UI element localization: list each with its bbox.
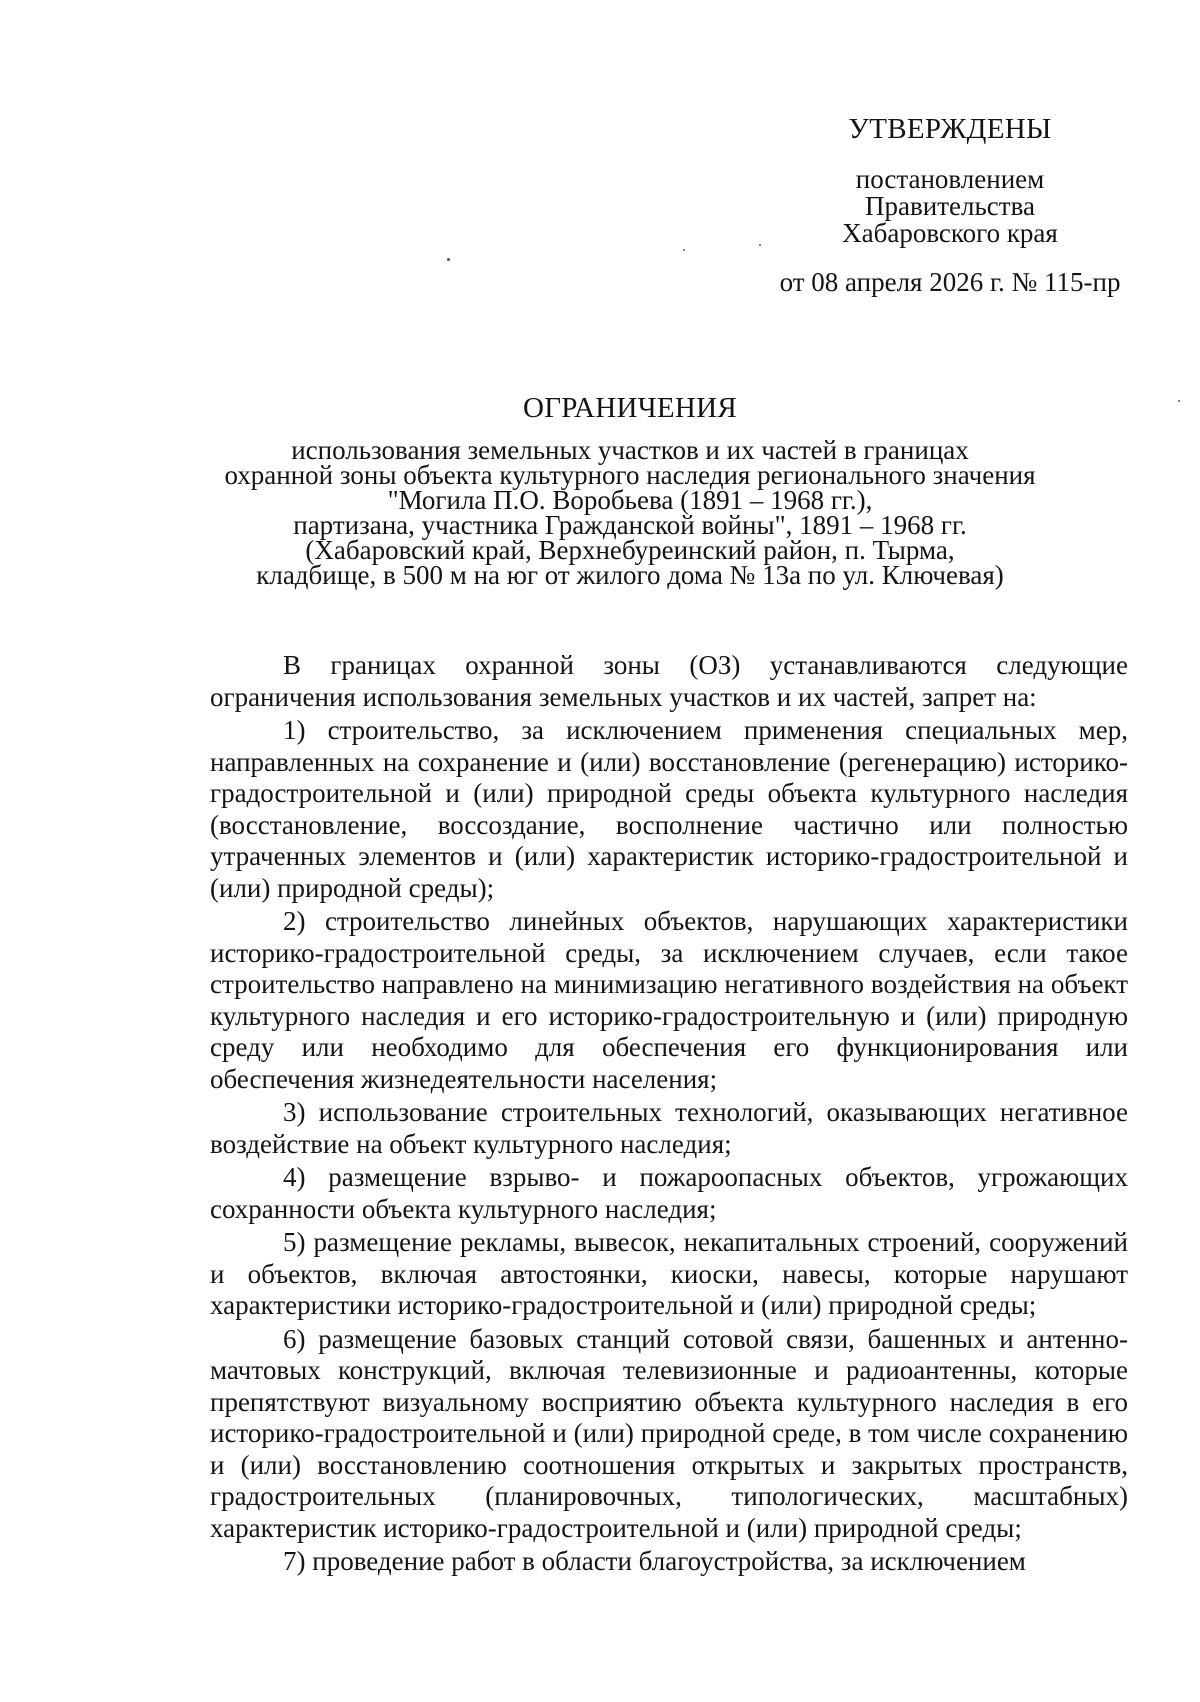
- restriction-item: 6) размещение базовых станций сотовой связи, башенных и антенно-мачтовых конструкций, включая телевизионные и радиоантенны, которые препятствуют визуальному восприятию объекта культурного наследия в его историко-градостроительной и (или) природной среде, в том числе сохранению и (или) восстановлению соотношения открытых и закрытых пространств, градостроительных (планировочных, типологических, масштабных) характеристик историко-градостроительной и (или) природной среды;: [210, 1323, 1128, 1543]
- document-body: [210, 650, 1128, 1578]
- scan-speck: [1178, 400, 1180, 402]
- scan-speck: [447, 258, 450, 261]
- title-line: использования земельных участков и их частей в границах: [291, 435, 969, 465]
- title-line: "Могила П.О. Воробьева (1891 – 1968 гг.),: [387, 485, 873, 515]
- approval-line-1: постановлением: [855, 164, 1045, 194]
- restriction-item: 2) строительство линейных объектов, нарушающих характеристики историко-градостроительной среды, за исключением случаев, если такое строительство направлено на минимизацию негативного воздействия на объект культурного наследия и его историко-градостроительную и (или) природную среду или необходимо для обеспечения его функционирования или обеспечения жизнедеятельности населения;: [210, 906, 1128, 1094]
- restriction-item: 5) размещение рекламы, вывесок, некапитальных строений, сооружений и объектов, включая автостоянки, киоски, навесы, которые нарушают характеристики историко-градостроительной и (или) природной среды;: [210, 1227, 1128, 1320]
- title-line: охранной зоны объекта культурного наследия регионального значения: [224, 460, 1036, 490]
- approval-line-2: Правительства: [865, 191, 1035, 221]
- document-title: ОГРАНИЧЕНИЯ: [522, 392, 738, 424]
- document-title-block: [190, 392, 1070, 588]
- restriction-item: 7) проведение работ в области благоустройства, за исключением: [283, 1546, 1026, 1576]
- restriction-item: 4) размещение взрыво- и пожароопасных объектов, угрожающих сохранности объекта культурного наследия;: [210, 1162, 1128, 1224]
- intro-paragraph: В границах охранной зоны (ОЗ) устанавливаются следующие ограничения использования земельных участков и их частей, запрет на:: [210, 650, 1128, 712]
- scan-speck: [759, 244, 761, 246]
- title-line: партизана, участника Гражданской войны", 1891 – 1968 гг.: [293, 510, 967, 540]
- approval-date: от 08 апреля 2026 г. № 115-пр: [779, 267, 1121, 297]
- approval-line-3: Хабаровского края: [842, 218, 1058, 248]
- approval-block: [760, 112, 1140, 297]
- title-line: кладбище, в 500 м на юг от жилого дома № 13а по ул. Ключевая): [256, 560, 1004, 590]
- title-line: (Хабаровский край, Верхнебуреинский район, п. Тырма,: [305, 535, 955, 565]
- restriction-item: 1) строительство, за исключением применения специальных мер, направленных на сохранение и (или) восстановление (регенерацию) историко-градостроительной и (или) природной среды объекта культурного наследия (восстановление, воссоздание, восполнение частично или полностью утраченных элементов и (или) характеристик историко-градостроительной и (или) природной среды);: [210, 715, 1128, 903]
- scan-speck: [683, 249, 685, 251]
- restriction-item: 3) использование строительных технологий, оказывающих негативное воздействие на объект культурного наследия;: [210, 1097, 1128, 1159]
- approval-heading: УТВЕРЖДЕНЫ: [848, 113, 1052, 145]
